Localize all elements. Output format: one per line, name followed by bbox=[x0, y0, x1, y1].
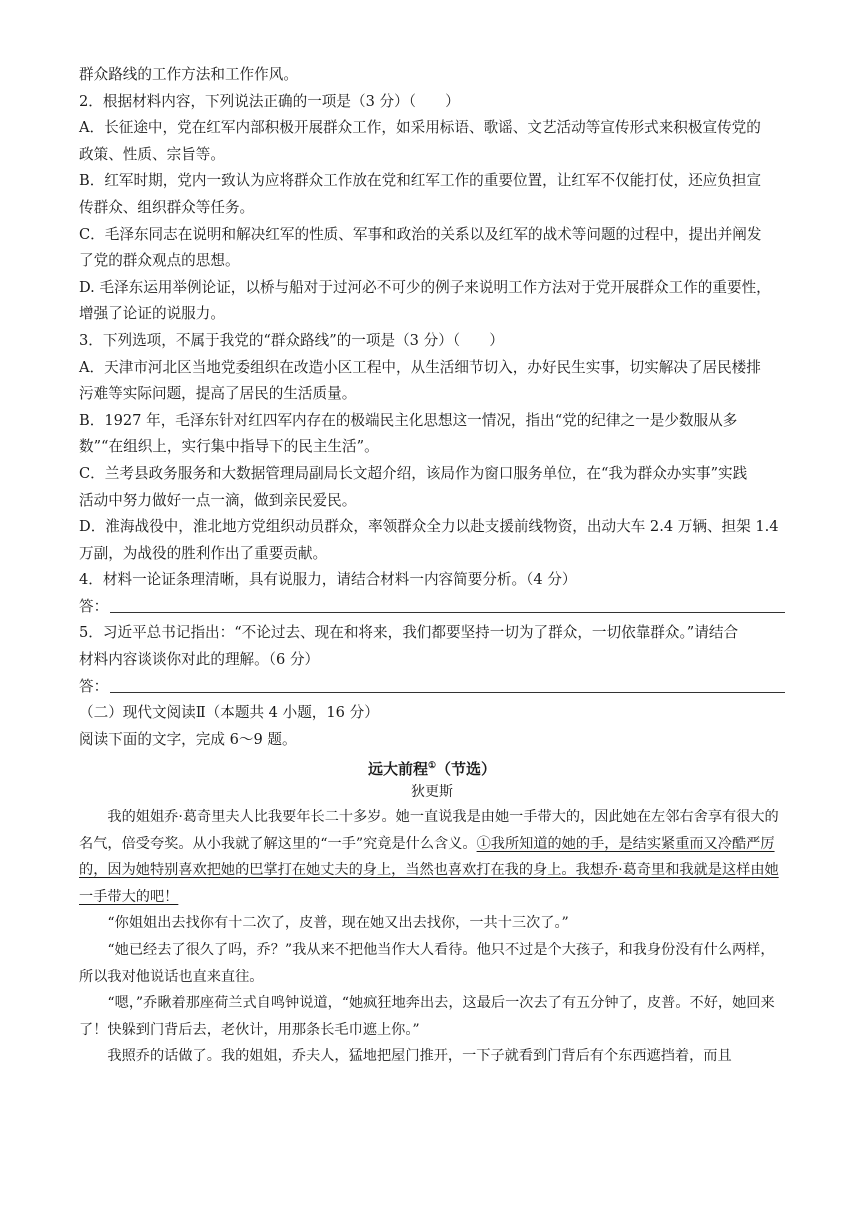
q2-option-a-cont: 政策、性质、宗旨等。 bbox=[79, 145, 225, 163]
section-2-instruction: 阅读下面的文字，完成 6～9 题。 bbox=[79, 730, 297, 748]
passage-paragraph-5: 我照乔的话做了。我的姐姐，乔夫人，猛地把屋门推开，一下子就看到门背后有个东西遮挡着，而且 bbox=[107, 1048, 732, 1065]
q3-option-d-cont: 万副，为战役的胜利作出了重要贡献。 bbox=[79, 544, 328, 562]
footnote-marker: ① bbox=[427, 761, 437, 772]
passage-title-suffix: （节选） bbox=[436, 760, 497, 779]
question-5-cont: 材料内容谈谈你对此的理解。（6 分） bbox=[79, 651, 320, 669]
text-line: 群众路线的工作方法和工作作风。 bbox=[79, 66, 298, 83]
q3-option-d: D．淮海战役中，淮北地方党组织动员群众，率领群众全力以赴支援前线物资，出动大车 2.4 万辆、担架 1.4 bbox=[79, 518, 779, 536]
q3-option-c: C．兰考县政务服务和大数据管理局副局长文超介绍，该局作为窗口服务单位，在“我为群众办实事”实践 bbox=[79, 464, 748, 482]
answer-rule bbox=[110, 692, 785, 693]
answer-line-5[interactable] bbox=[79, 674, 785, 701]
question-2: 2．根据材料内容，下列说法正确的一项是（3 分）（ ） bbox=[79, 92, 460, 110]
q2-option-c: C．毛泽东同志在说明和解决红军的性质、军事和政治的关系以及红军的战术等问题的过程中，提出并阐发 bbox=[79, 225, 762, 243]
q3-option-b: B．1927 年，毛泽东针对红四军内存在的极端民主化思想这一情况，指出“党的纪律之一是少数服从多 bbox=[79, 411, 738, 429]
section-2-heading: （二）现代文阅读Ⅱ（本题共 4 小题，16 分） bbox=[79, 704, 379, 722]
passage-paragraph-4: “嗯，”乔瞅着那座荷兰式自鸣钟说道，“她疯狂地奔出去，这最后一次去了有五分钟了，皮普。不好，她回来了！快躲到门背后去，老伙计，用那条长毛巾遮上你。” bbox=[79, 995, 775, 1038]
q3-option-b-cont: 数”“在组织上，实行集中指导下的民主生活”。 bbox=[79, 438, 379, 456]
answer-line-4[interactable] bbox=[79, 594, 785, 621]
passage-paragraph-3: “她已经去了很久了吗，乔？”我从来不把他当作大人看待。他只不过是个大孩子，和我身份没有什么两样，所以我对他说话也直来直往。 bbox=[79, 942, 775, 985]
q2-option-c-cont: 了党的群众观点的思想。 bbox=[79, 252, 240, 270]
answer-label: 答： bbox=[79, 678, 109, 696]
q2-option-b: B．红军时期，党内一致认为应将群众工作放在党和红军工作的重要位置，让红军不仅能打仗，还应负担宣 bbox=[79, 172, 762, 190]
q2-option-d: D. 毛泽东运用举例论证，以桥与船对于过河必不可少的例子来说明工作方法对于党开展群众工作的重要性， bbox=[79, 278, 771, 296]
passage-title-text: 远大前程 bbox=[367, 760, 428, 779]
question-5: 5．习近平总书记指出：“不论过去、现在和将来，我们都要坚持一切为了群众，一切依靠群众。”请结合 bbox=[79, 624, 739, 642]
q2-option-b-cont: 传群众、组织群众等任务。 bbox=[79, 198, 255, 216]
document-page bbox=[79, 62, 785, 1070]
passage-author: 狄更斯 bbox=[411, 784, 453, 801]
question-4: 4．材料一论证条理清晰，具有说服力，请结合材料一内容简要分析。（4 分） bbox=[79, 571, 577, 589]
paragraph-text: 我的姐姐乔·葛奇里夫人比我要年长二十多岁。她一直说我是由她一手带大的，因此她在左邻右舍享有很大的名气，倍受夸奖。从小我就了解这里的“一手”究竟是什么含义。 bbox=[79, 809, 779, 852]
underlined-sentence: ①我所知道的她的手，是结实紧重而又冷酷严厉的，因为她特别喜欢把她的巴掌打在她丈夫的身上，当然也喜欢打在我的身上。我想乔·葛奇里和我就是这样由她一手带大的吧！ bbox=[79, 835, 779, 905]
q3-option-a-cont: 污难等实际问题，提高了居民的生活质量。 bbox=[79, 385, 357, 403]
q2-option-a: A．长征途中，党在红军内部积极开展群众工作，如采用标语、歌谣、文艺活动等宣传形式来积极宣传党的 bbox=[79, 119, 761, 137]
question-3: 3．下列选项，不属于我党的“群众路线”的一项是（3 分）（ ） bbox=[79, 331, 504, 349]
q3-option-c-cont: 活动中努力做好一点一滴，做到亲民爱民。 bbox=[79, 491, 357, 509]
q2-option-d-cont: 增强了论证的说服力。 bbox=[79, 305, 225, 323]
answer-label: 答： bbox=[79, 598, 109, 616]
passage-paragraph-1 bbox=[79, 804, 785, 910]
answer-rule bbox=[110, 612, 785, 613]
passage-title bbox=[79, 753, 785, 780]
q3-option-a: A．天津市河北区当地党委组织在改造小区工程中，从生活细节切入，办好民生实事，切实解决了居民楼排 bbox=[79, 358, 761, 376]
passage-paragraph-2: “你姐姐出去找你有十二次了，皮普，现在她又出去找你，一共十三次了。” bbox=[107, 915, 569, 932]
